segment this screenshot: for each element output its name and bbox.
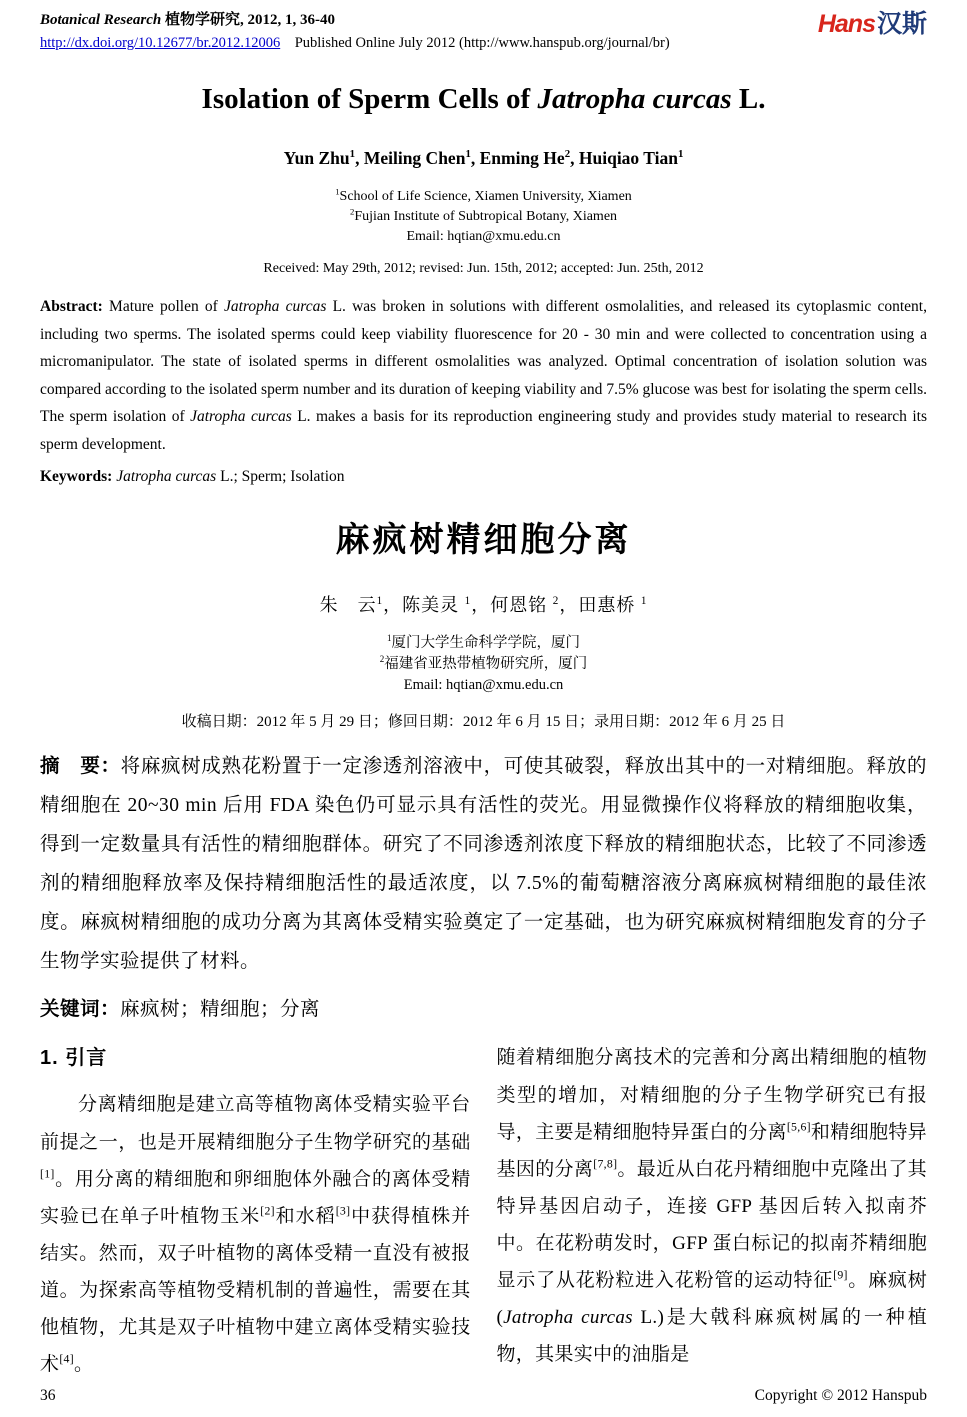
logo-latin-text: Hans	[817, 10, 875, 38]
received-dates-cn: 收稿日期：2012 年 5 月 29 日；修回日期：2012 年 6 月 15 日；录用日期：2012 年 6 月 25 日	[181, 714, 786, 731]
article-title-cn: 麻疯树精细胞分离	[335, 521, 632, 560]
email-line: Email: hqtian@xmu.edu.cn	[403, 677, 564, 694]
affiliation-line: $^1$厦门大学生命科学学院，厦门	[387, 633, 580, 652]
published-online-text: Published Online July 2012 (http://www.hanspub.org/journal/br)	[280, 35, 670, 52]
keywords-en: Keywords: Jatropha curcas L.; Sperm; Isolation	[40, 468, 345, 486]
page-number: 36	[40, 1387, 56, 1404]
email-line: Email: hqtian@xmu.edu.cn	[406, 229, 561, 245]
copyright-notice: Copyright © 2012 Hanspub	[754, 1387, 927, 1404]
affiliation-line: $^2$福建省亚热带植物研究所，厦门	[379, 654, 588, 673]
section-heading-introduction: 1. 引言	[40, 1047, 108, 1070]
received-dates-en: Received: May 29th, 2012; revised: Jun. 15th, 2012; accepted: Jun. 25th, 2012	[263, 260, 704, 276]
intro-paragraph-left: 分离精细胞是建立高等植物离体受精实验平台前提之一，也是开展精细胞分子生物学研究的基础[1]。用分离的精细胞和卵细胞体外融合的离体受精实验已在单子叶植物玉米[2]和水稻[3]中获得植株并结实。然而，双子叶植物的离体受精一直没有被报道。为探索高等植物受精机制的普遍性，需要在其他植物，尤其是双子叶植物中建立离体受精实验技术[4]。	[40, 1094, 471, 1375]
authors-cn: 朱 云$^1$，陈美灵 $^1$，何恩铭 $^2$，田惠桥 $^1$	[319, 595, 648, 616]
abstract-cn: 摘 要：将麻疯树成熟花粉置于一定渗透剂溶液中，可使其破裂，释放出其中的一对精细胞。释放的精细胞在 20~30 min 后用 FDA 染色仍可显示具有活性的荧光。用显微操作仪将释放的精细胞收集，得到一定数量具有活性的精细胞群体。研究了不同渗透剂浓度下释放的精细胞状态，比较了不同渗透剂的精细胞释放率及保持精细胞活性的最适浓度，以 7.5%的葡萄糖溶液分离麻疯树精细胞的最佳浓度。麻疯树精细胞的成功分离为其离体受精实验奠定了一定基础，也为研究麻疯树精细胞发育的分子生物学实验提供了材料。	[40, 755, 927, 973]
logo-cn-text: 汉斯	[876, 10, 927, 38]
authors-en: Yun Zhu$^1$, Meiling Chen$^1$, Enming He$^2$, Huiqiao Tian$^1$	[283, 148, 684, 169]
journal-citation: Botanical Research 植物学研究, 2012, 1, 36-40	[40, 12, 336, 28]
affiliations-en	[40, 187, 927, 247]
page-footer	[40, 1387, 927, 1407]
body-columns	[40, 1039, 927, 1382]
abstract-en: Abstract: Mature pollen of Jatropha curcas L. was broken in solutions with different osmolalities, and released its cytoplasmic content, including two sperms. The isolated sperms could keep viability fluorescence for 20 - 30 min and were collected to concentration using a micromanipulator. The state of isolated sperms in different osmolalities was analyzed. Optimal concentration of isolation solution was compared according to the isolated sperm number and its duration of keeping viability and 7.5% glucose was best for isolating the sperm cells. The sperm isolation of Jatropha curcas L. makes a basis for its reproduction engineering study and provides study material to research its sperm development.	[40, 297, 928, 453]
article-title-en: Isolation of Sperm Cells of Jatropha curcas L.	[201, 82, 766, 115]
left-column	[40, 1039, 471, 1382]
intro-paragraph-right: 随着精细胞分离技术的完善和分离出精细胞的植物类型的增加，对精细胞的分子生物学研究已有报导，主要是精细胞特异蛋白的分离[5,6]和精细胞特异基因的分离[7,8]。最近从白花丹精细胞中克隆出了其特异基因启动子，连接 GFP 基因后转入拟南芥中。在花粉萌发时，GFP 蛋白标记的拟南芥精细胞显示了从花粉粒进入花粉管的运动特征[9]。麻疯树(Jatropha curcas L.)是大戟科麻疯树属的一种植物，其果实中的油脂是	[496, 1047, 928, 1365]
keywords-cn: 关键词：麻疯树；精细胞；分离	[40, 998, 321, 1021]
header-left	[40, 10, 670, 54]
affiliation-line: $^1$School of Life Science, Xiamen University, Xiamen	[335, 186, 632, 205]
affiliations-cn	[40, 633, 927, 696]
page-header	[40, 10, 927, 54]
doi-link[interactable]: http://dx.doi.org/10.12677/br.2012.12006	[40, 35, 281, 52]
doi-line	[40, 33, 670, 53]
right-column	[497, 1039, 928, 1382]
hanspub-logo	[818, 12, 927, 37]
affiliation-line: $^2$Fujian Institute of Subtropical Botany, Xiamen	[349, 206, 618, 225]
